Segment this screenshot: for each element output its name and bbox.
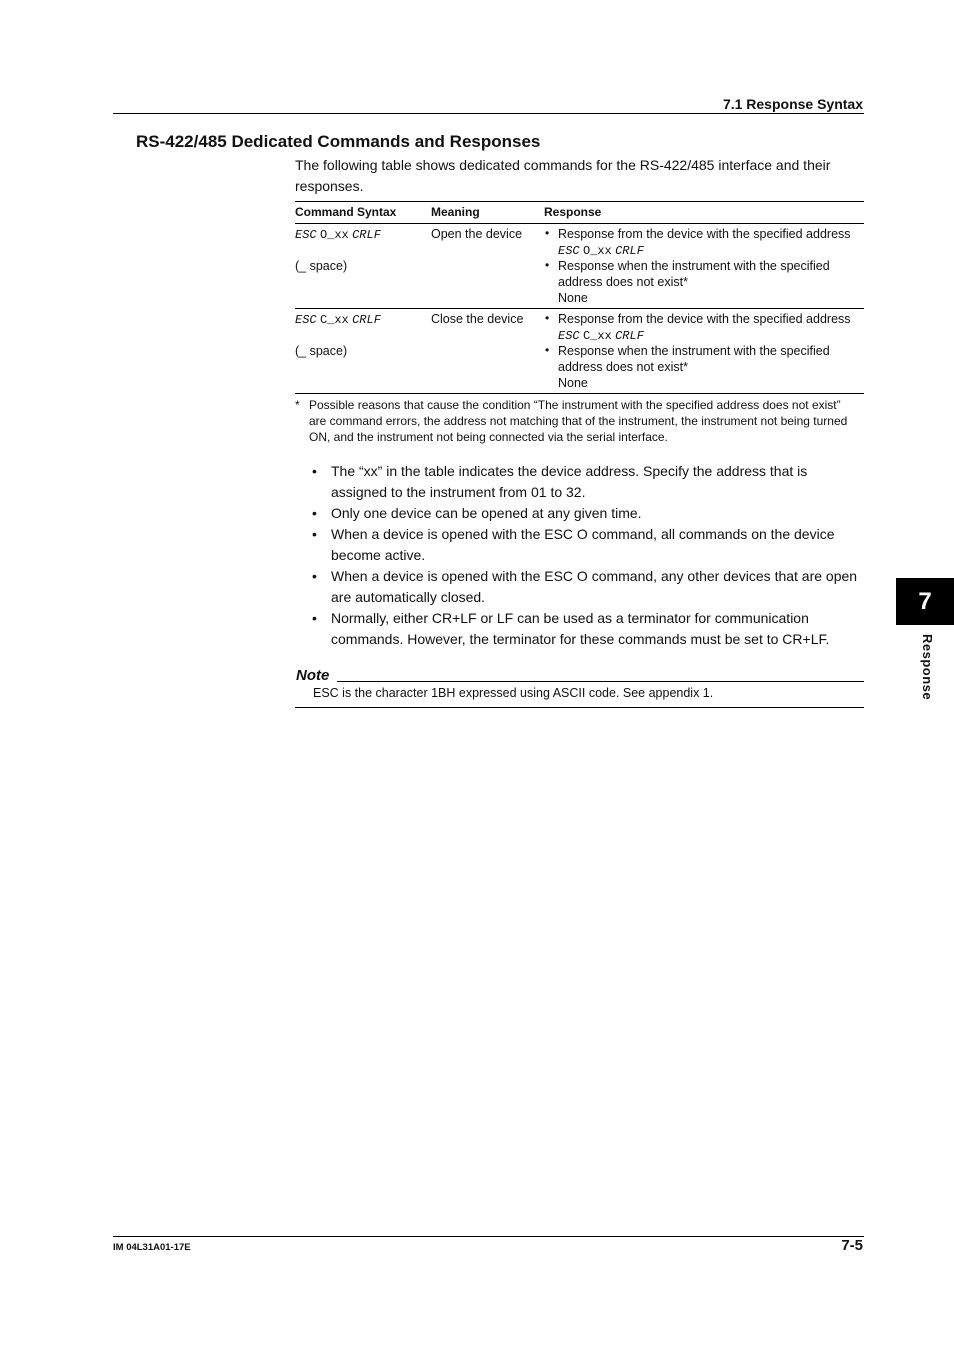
- running-header: 7.1 Response Syntax: [722, 96, 863, 112]
- list-item: [312, 461, 864, 503]
- response-crlf: CRLF: [615, 244, 644, 258]
- table-header-command-syntax: Command Syntax: [295, 205, 397, 219]
- command-code: O_xx: [319, 228, 349, 242]
- response-text: Response when the instrument with the specified address does not exist*: [558, 259, 830, 289]
- note-heading: Note: [296, 667, 330, 684]
- bullet-icon: •: [545, 343, 550, 357]
- meaning-cell: Close the device: [431, 312, 524, 326]
- note-text: ESC is the character 1BH expressed using ASCII code. See appendix 1.: [313, 686, 714, 700]
- footer-divider: [113, 1236, 864, 1237]
- command-esc: ESC: [295, 228, 317, 242]
- bullet-icon: •: [312, 526, 317, 542]
- list-item-text: When a device is opened with the ESC O command, any other devices that are open are automatically closed.: [331, 568, 858, 605]
- response-crlf: CRLF: [615, 329, 644, 343]
- command-esc: ESC: [295, 313, 317, 327]
- table-bottom-rule: [295, 393, 864, 394]
- table-header-response: Response: [544, 205, 602, 219]
- table-row: [295, 226, 381, 243]
- bullet-icon: •: [312, 610, 317, 626]
- bullet-icon: •: [545, 226, 550, 240]
- response-text: Response when the instrument with the specified address does not exist*: [558, 344, 830, 374]
- response-code: [558, 327, 644, 344]
- intro-paragraph: The following table shows dedicated commands for the RS-422/485 interface and their responses.: [295, 157, 831, 194]
- footnote-mark: *: [295, 398, 300, 412]
- response-text: Response from the device with the specified address: [558, 312, 851, 326]
- list-item: [312, 608, 864, 650]
- table-header-meaning: Meaning: [431, 205, 480, 219]
- table-top-rule: [295, 201, 864, 202]
- response-text: Response from the device with the specified address: [558, 227, 851, 241]
- response-esc: ESC: [558, 244, 580, 258]
- list-item-text: The “xx” in the table indicates the device address. Specify the address that is assigned to the instrument from 01 to 32.: [331, 463, 808, 500]
- bullet-icon: •: [312, 568, 317, 584]
- table-row-rule: [295, 308, 864, 309]
- bullet-icon: •: [312, 505, 317, 521]
- list-item: [312, 566, 864, 608]
- response-value: None: [558, 291, 588, 305]
- response-esc: ESC: [558, 329, 580, 343]
- list-item: [312, 524, 864, 566]
- response-value: None: [558, 376, 588, 390]
- response-command: O_xx: [582, 244, 612, 258]
- header-divider: [113, 113, 864, 114]
- table-row: [295, 311, 381, 328]
- list-item: [312, 503, 864, 524]
- note-rule: [337, 681, 864, 682]
- bullet-list: [312, 461, 864, 650]
- document-id: IM 04L31A01-17E: [113, 1242, 191, 1253]
- meaning-cell: Open the device: [431, 227, 523, 241]
- list-item-text: When a device is opened with the ESC O command, all commands on the device become active.: [331, 526, 835, 563]
- command-crlf: CRLF: [352, 228, 381, 242]
- bullet-icon: •: [545, 258, 550, 272]
- command-code: C_xx: [319, 313, 349, 327]
- response-code: [558, 242, 644, 259]
- chapter-tab: [896, 578, 954, 625]
- response-command: C_xx: [582, 329, 612, 343]
- note-bottom-rule: [295, 707, 864, 708]
- command-crlf: CRLF: [352, 313, 381, 327]
- bullet-icon: •: [312, 463, 317, 479]
- space-note: (_ space): [295, 344, 348, 358]
- chapter-number: 7: [918, 587, 932, 615]
- footnote-text: Possible reasons that cause the condition “The instrument with the specified address does not exist” are command errors, the address not matching that of the instrument, the instrument not being turned ON, and the instrument not being connected via the serial interface.: [309, 398, 848, 444]
- section-title: RS-422/485 Dedicated Commands and Responses: [136, 132, 541, 151]
- bullet-icon: •: [545, 311, 550, 325]
- list-item-text: Only one device can be opened at any given time.: [331, 505, 642, 521]
- list-item-text: Normally, either CR+LF or LF can be used as a terminator for communication commands. However, the terminator for these commands must be set to CR+LF.: [331, 610, 830, 647]
- page-number: 7-5: [841, 1237, 863, 1254]
- chapter-label: Response: [920, 634, 935, 701]
- table-header-rule: [295, 223, 864, 224]
- space-note: (_ space): [295, 259, 348, 273]
